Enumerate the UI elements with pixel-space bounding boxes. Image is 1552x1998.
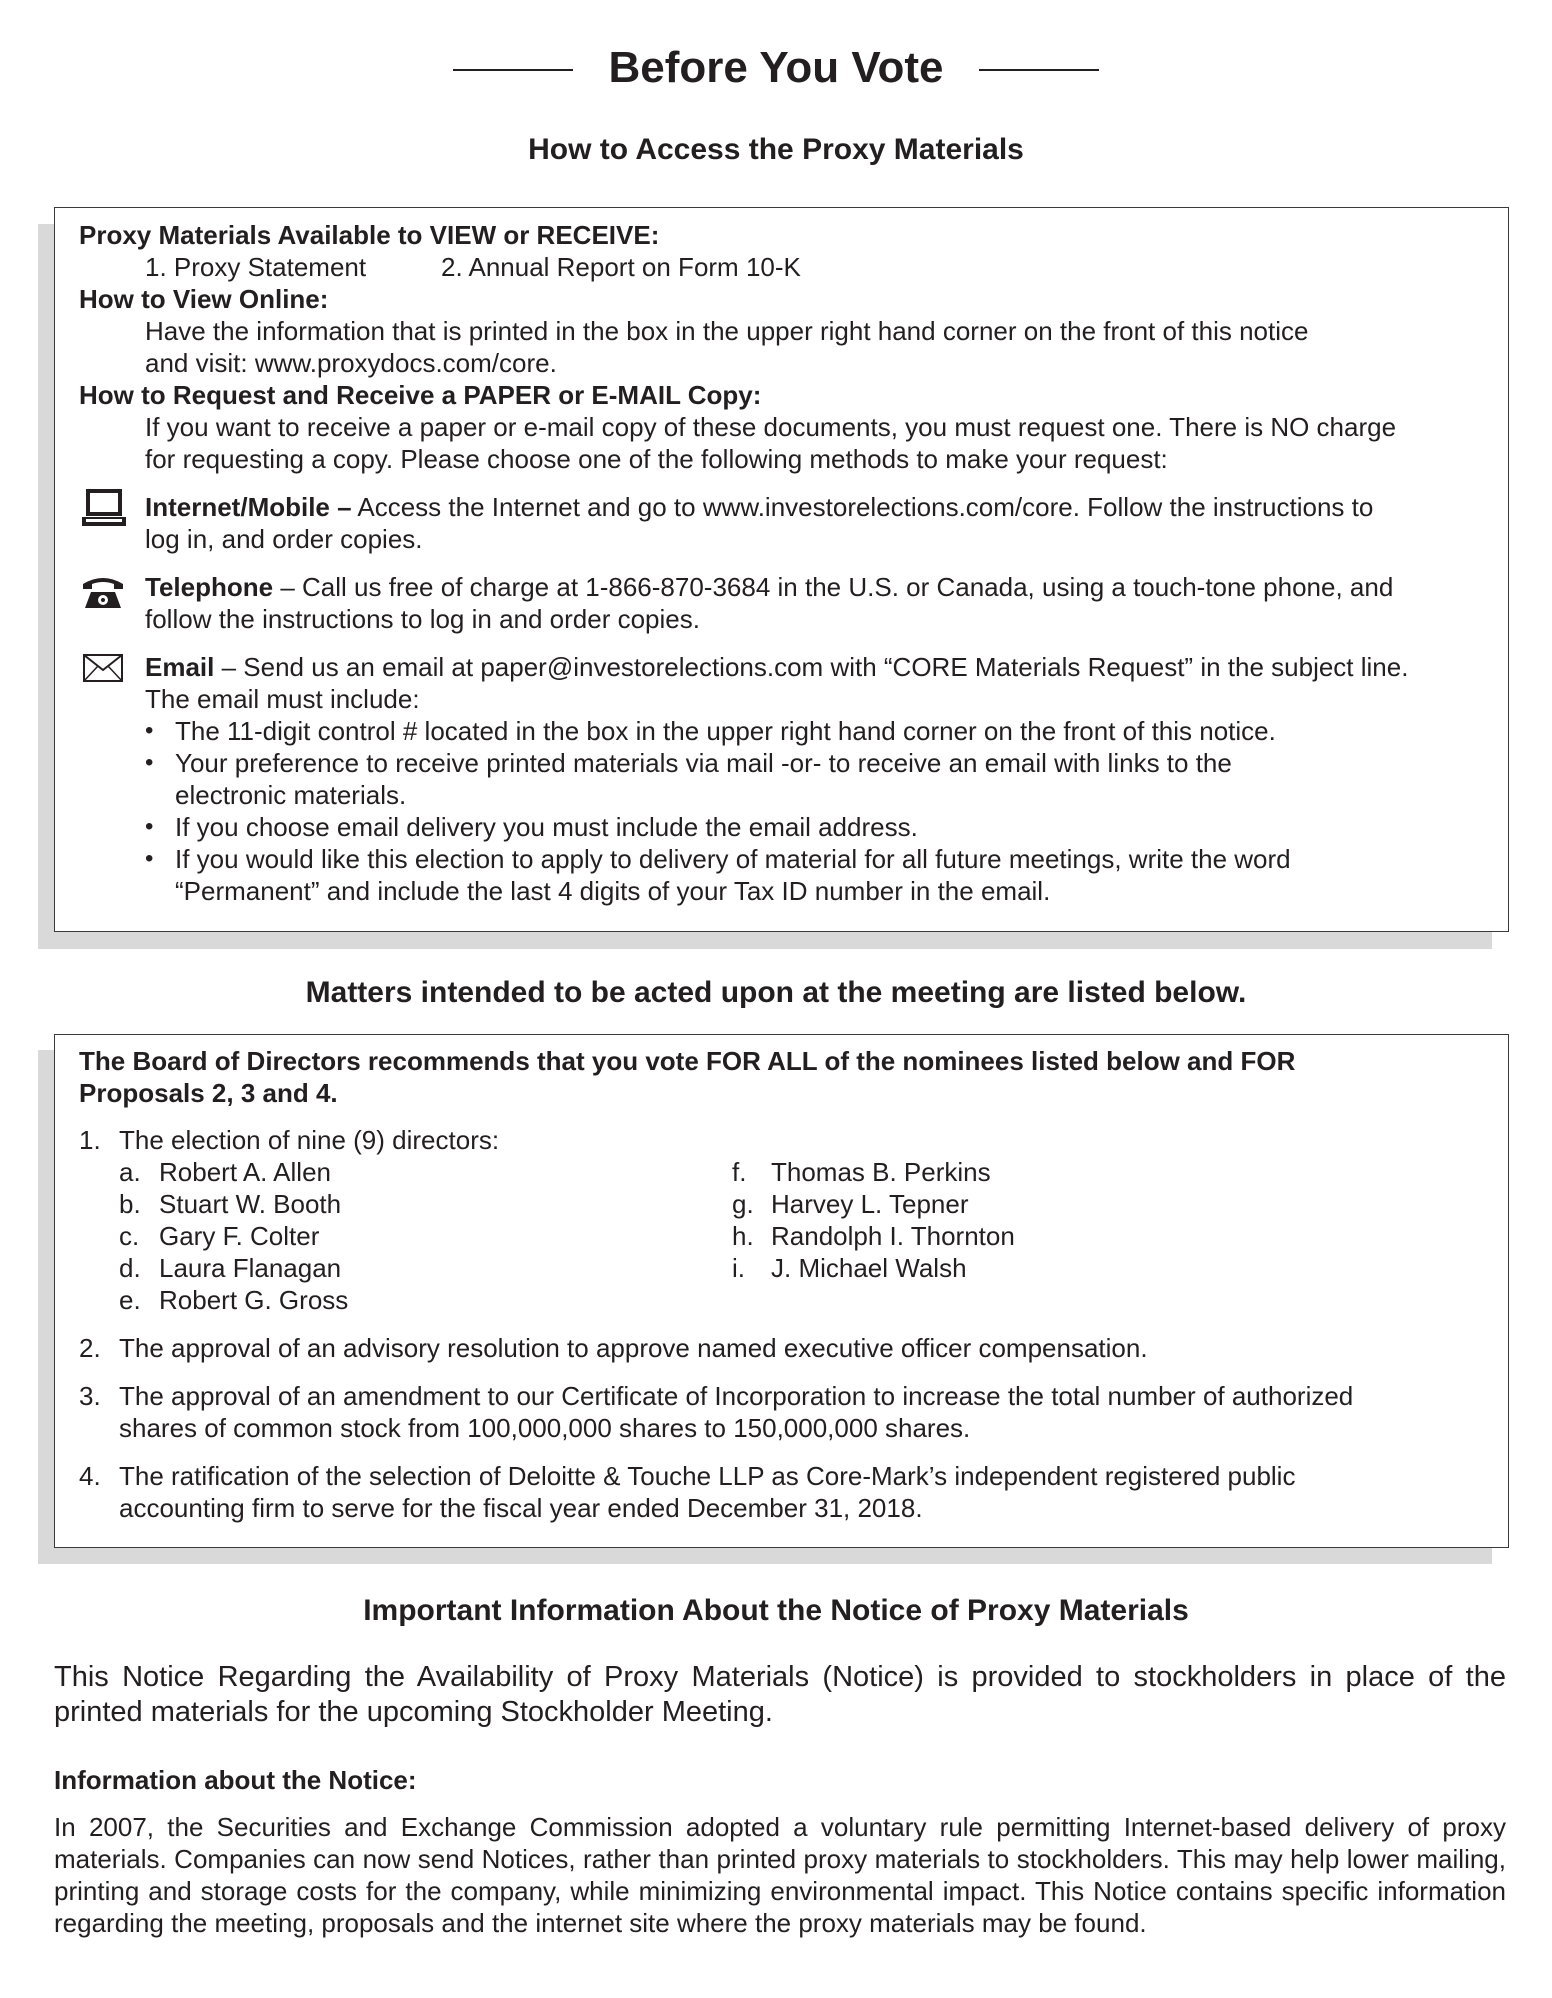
nominee-letter: d. xyxy=(119,1253,141,1283)
email-line-1 xyxy=(145,651,1408,683)
view-line-2: and visit: www.proxydocs.com/core. xyxy=(145,348,557,378)
important-paragraph: This Notice Regarding the Availability of Proxy Materials (Notice) is provided to stockholders in place of the printed materials for the upcoming Stockholder Meeting. xyxy=(54,1661,1506,1728)
item-3-line-2: shares of common stock from 100,000,000 shares to 150,000,000 shares. xyxy=(119,1413,971,1443)
nominee-name: Stuart W. Booth xyxy=(159,1189,342,1219)
bullet-4-line-2: “Permanent” and include the last 4 digits of your Tax ID number in the email. xyxy=(175,876,1051,906)
item-4-line-1: The ratification of the selection of Deloitte & Touche LLP as Core-Mark’s independent registered public xyxy=(119,1461,1296,1491)
telephone-text: – Call us free of charge at 1-866-870-3684 in the U.S. or Canada, using a touch-tone phone, and xyxy=(280,572,1394,602)
envelope-icon xyxy=(83,654,123,682)
bullet-dot: • xyxy=(145,717,154,744)
bullet-2-line-1: Your preference to receive printed materials via mail -or- to receive an email with links to the xyxy=(175,748,1232,778)
bullet-1: The 11-digit control # located in the box in the upper right hand corner on the front of this notice. xyxy=(175,716,1276,746)
available-heading: Proxy Materials Available to VIEW or RECEIVE: xyxy=(79,220,660,250)
request-line-1: If you want to receive a paper or e-mail copy of these documents, you must request one. There is NO charge xyxy=(145,412,1397,442)
info-paragraph: In 2007, the Securities and Exchange Commission adopted a voluntary rule permitting Internet-based delivery of proxy materials. Companies can now send Notices, rather than printed proxy materials to stockholders. This may help lower mailing, printing and storage costs for the company, while minimizing environmental impact. This Notice contains specific information regarding the meeting, proposals and the internet site where the proxy materials may be found. xyxy=(54,1812,1506,1938)
item-1-number: 1. xyxy=(79,1125,101,1155)
access-box xyxy=(54,207,1509,932)
view-line-1: Have the information that is printed in the box in the upper right hand corner on the front of this notice xyxy=(145,316,1309,346)
item-4-number: 4. xyxy=(79,1461,101,1491)
nominee-name: Thomas B. Perkins xyxy=(771,1157,991,1187)
doc-annual-report: 2. Annual Report on Form 10-K xyxy=(441,252,801,282)
nominee-letter: i. xyxy=(732,1253,745,1283)
matters-box xyxy=(54,1034,1509,1548)
page-title-text: Before You Vote xyxy=(608,43,944,92)
internet-line-1 xyxy=(145,491,1373,523)
request-line-2: for requesting a copy. Please choose one of the following methods to make your request: xyxy=(145,444,1168,474)
nominee-letter: c. xyxy=(119,1221,140,1251)
bullet-4-line-1: If you would like this election to apply to delivery of material for all future meetings, write the word xyxy=(175,844,1291,874)
telephone-icon xyxy=(81,572,125,610)
recommend-line-2: Proposals 2, 3 and 4. xyxy=(79,1078,338,1108)
email-line-2: The email must include: xyxy=(145,684,420,714)
nominee-letter: f. xyxy=(732,1157,747,1187)
bullet-dot: • xyxy=(145,813,154,840)
nominee-name: Robert A. Allen xyxy=(159,1157,331,1187)
telephone-line-2: follow the instructions to log in and order copies. xyxy=(145,604,700,634)
nominee-letter: g. xyxy=(732,1189,754,1219)
info-heading: Information about the Notice: xyxy=(54,1765,417,1795)
item-1-text: The election of nine (9) directors: xyxy=(119,1125,500,1155)
telephone-label: Telephone xyxy=(145,572,274,602)
title-rule-right xyxy=(979,69,1099,71)
computer-icon xyxy=(81,488,127,528)
nominee-letter: b. xyxy=(119,1189,141,1219)
bullet-dot: • xyxy=(145,749,154,776)
view-heading: How to View Online: xyxy=(79,284,329,314)
telephone-line-1 xyxy=(145,571,1393,603)
access-heading: How to Access the Proxy Materials xyxy=(528,133,1024,166)
bullet-3: If you choose email delivery you must include the email address. xyxy=(175,812,918,842)
important-heading: Important Information About the Notice of Proxy Materials xyxy=(363,1594,1189,1627)
item-3-line-1: The approval of an amendment to our Certificate of Incorporation to increase the total number of authorized xyxy=(119,1381,1354,1411)
email-label: Email xyxy=(145,652,215,682)
item-2-text: The approval of an advisory resolution to approve named executive officer compensation. xyxy=(119,1333,1148,1363)
nominee-letter: h. xyxy=(732,1221,754,1251)
item-4-line-2: accounting firm to serve for the fiscal year ended December 31, 2018. xyxy=(119,1493,923,1523)
doc-proxy-statement: 1. Proxy Statement xyxy=(145,252,367,282)
nominee-name: Gary F. Colter xyxy=(159,1221,320,1251)
nominee-letter: e. xyxy=(119,1285,141,1315)
bullet-2-line-2: electronic materials. xyxy=(175,780,407,810)
title-rule-left xyxy=(453,69,573,71)
nominee-name: Randolph I. Thornton xyxy=(771,1221,1015,1251)
bullet-dot: • xyxy=(145,845,154,872)
matters-heading: Matters intended to be acted upon at the meeting are listed below. xyxy=(305,976,1247,1009)
page-title xyxy=(0,40,1552,96)
request-heading: How to Request and Receive a PAPER or E-MAIL Copy: xyxy=(79,380,762,410)
nominee-name: Harvey L. Tepner xyxy=(771,1189,969,1219)
nominee-name: Laura Flanagan xyxy=(159,1253,342,1283)
nominee-name: J. Michael Walsh xyxy=(771,1253,967,1283)
internet-text: Access the Internet and go to www.investorelections.com/core. Follow the instructions to xyxy=(357,492,1374,522)
nominee-name: Robert G. Gross xyxy=(159,1285,349,1315)
item-2-number: 2. xyxy=(79,1333,101,1363)
recommend-line-1: The Board of Directors recommends that you vote FOR ALL of the nominees listed below and FOR xyxy=(79,1046,1296,1076)
internet-line-2: log in, and order copies. xyxy=(145,524,423,554)
internet-label: Internet/Mobile – xyxy=(145,492,352,522)
item-3-number: 3. xyxy=(79,1381,101,1411)
nominee-letter: a. xyxy=(119,1157,141,1187)
email-text: – Send us an email at paper@investorelections.com with “CORE Materials Request” in the subject line. xyxy=(221,652,1409,682)
